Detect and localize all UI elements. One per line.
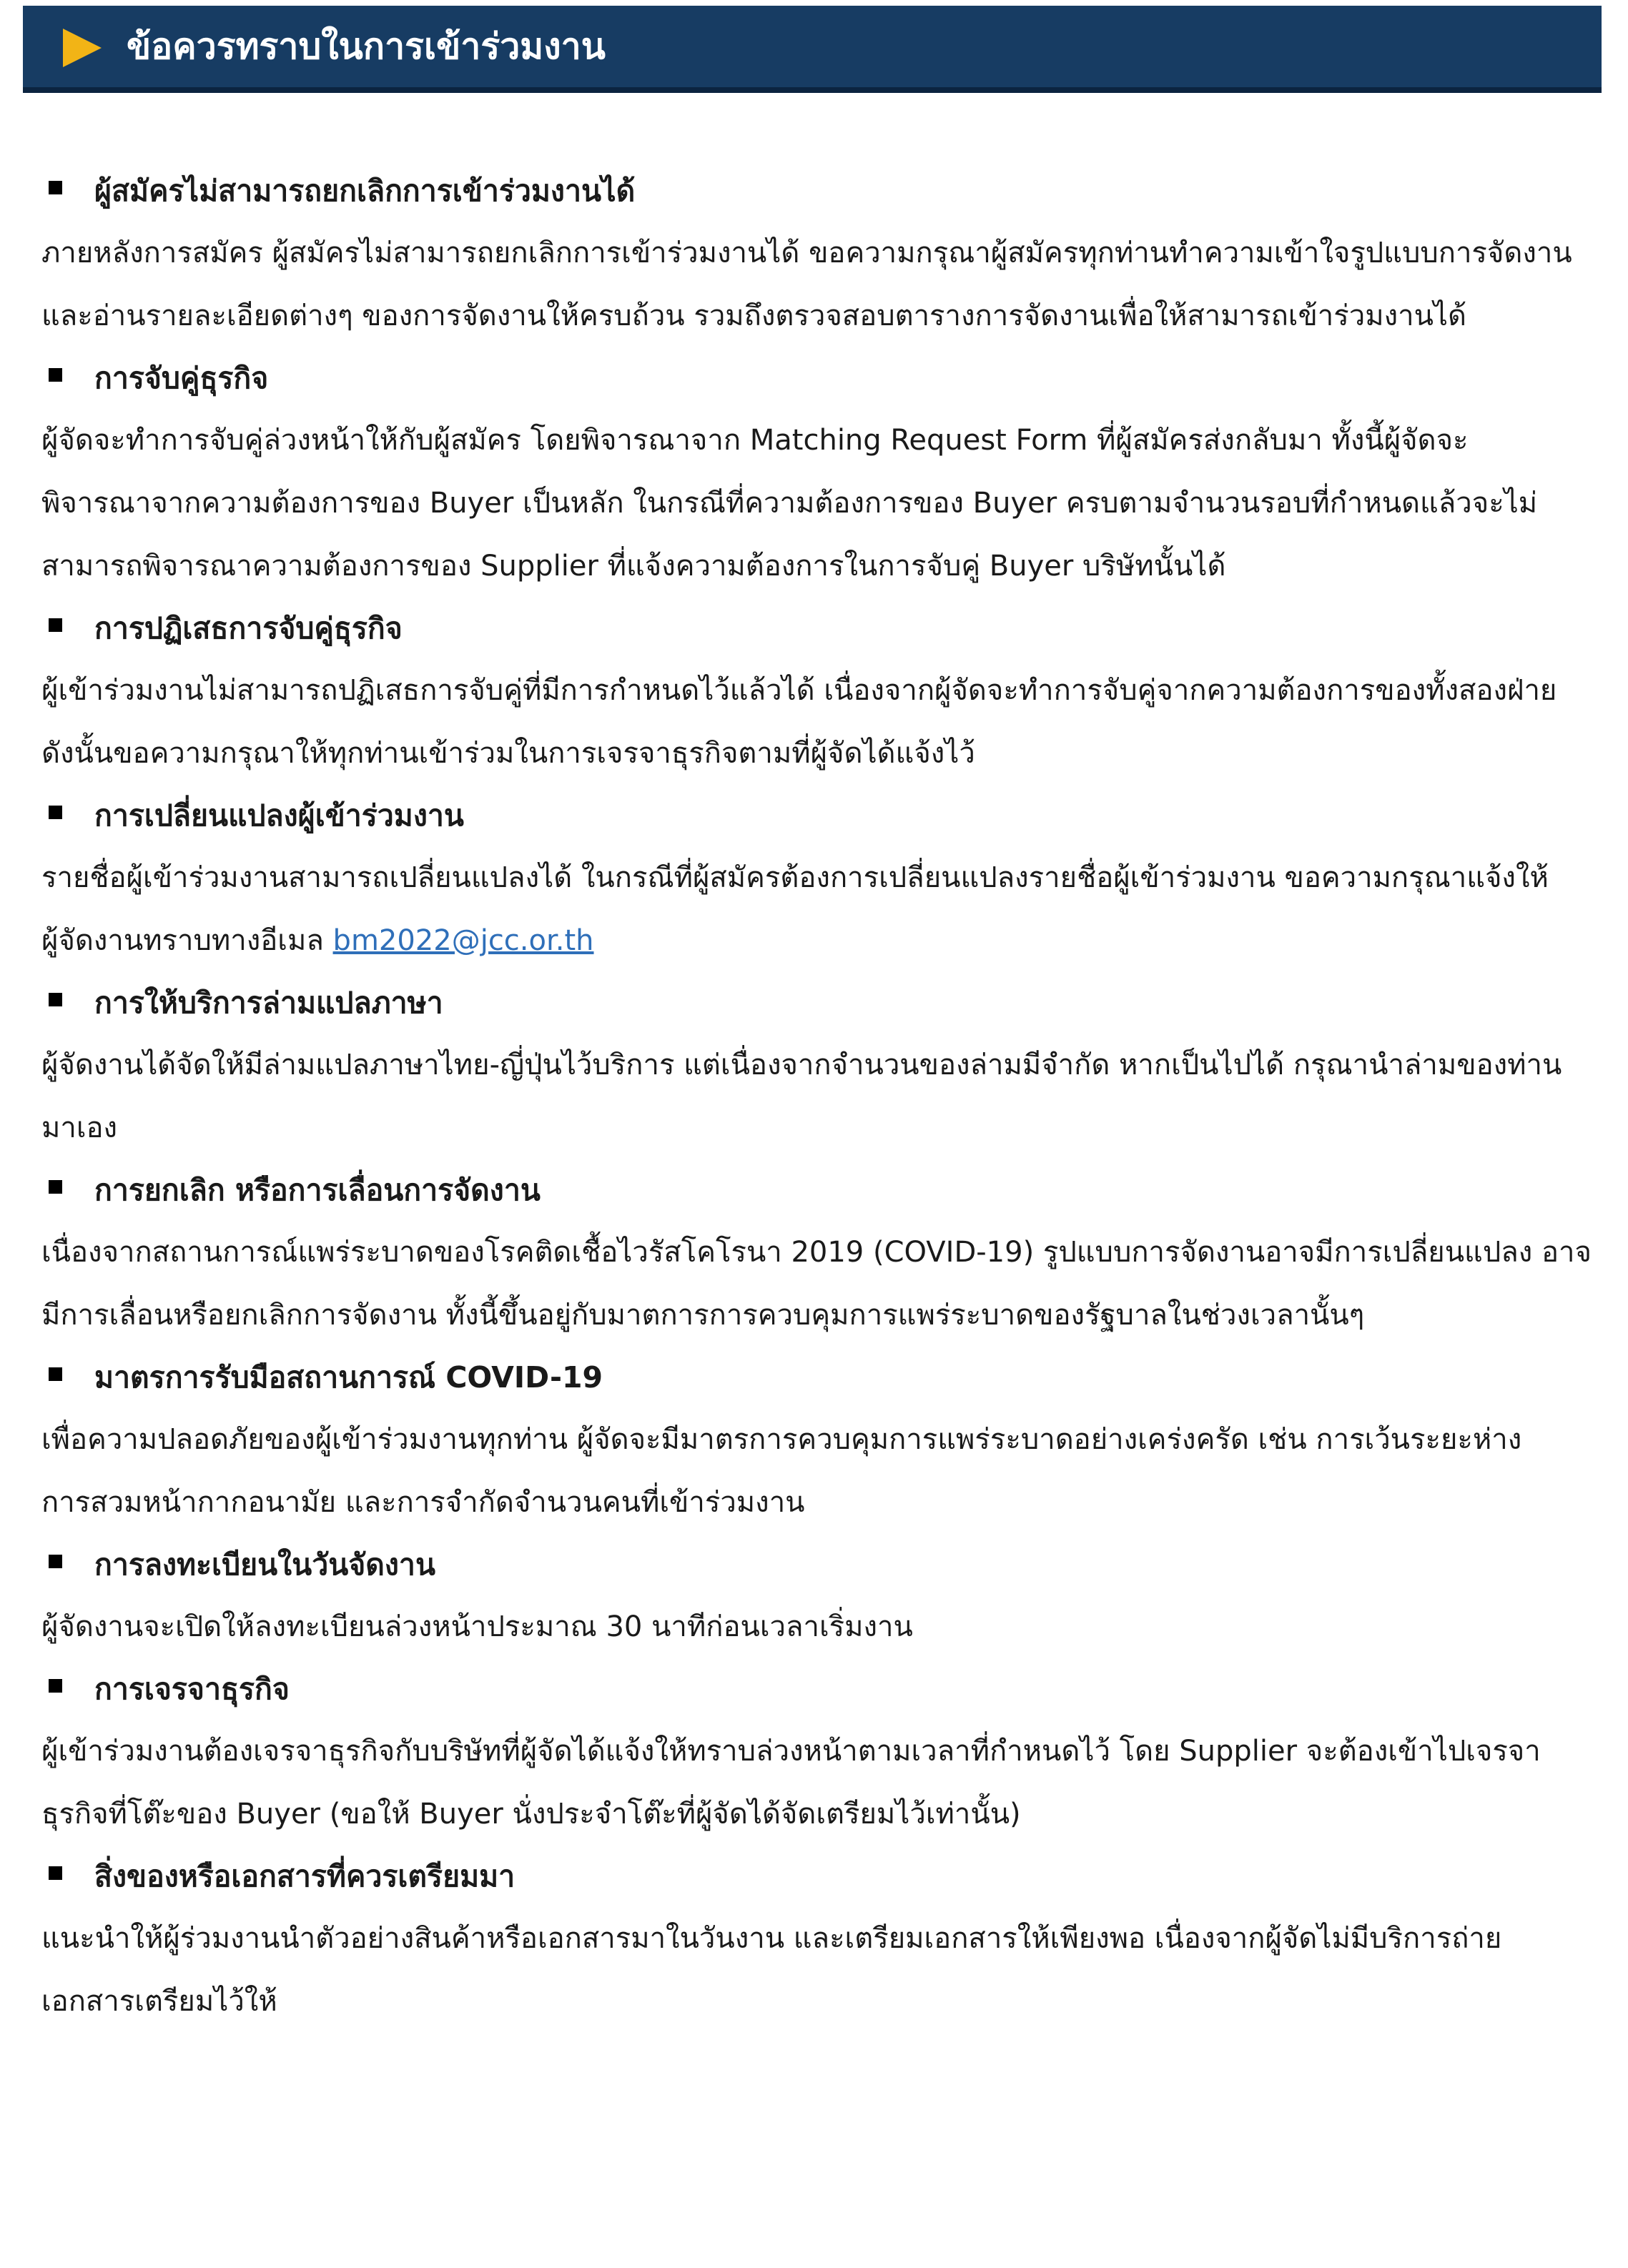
section-body — [41, 409, 1586, 598]
email-link[interactable]: bm2022@jcc.or.th — [332, 924, 594, 957]
body-line: เอกสารเตรียมไว้ให้ — [41, 1985, 277, 2018]
body-line: ธุรกิจที่โต๊ะของ Buyer (ขอให้ Buyer นั่งประจำโต๊ะที่ผู้จัดได้จัดเตรียมไว้เท่านั้น) — [41, 1798, 1021, 1831]
section-title — [41, 160, 1586, 222]
square-bullet-icon — [49, 181, 62, 194]
section-title — [41, 1159, 1586, 1221]
notice-content — [41, 160, 1592, 2033]
square-bullet-icon — [49, 1367, 62, 1381]
page-title: ข้อควรทราบในการเข้าร่วมงาน — [127, 26, 606, 67]
section-title — [41, 1534, 1586, 1595]
section-title-text: การเจรจาธุรกิจ — [94, 1672, 290, 1706]
square-bullet-icon — [49, 368, 62, 382]
square-bullet-icon — [49, 618, 62, 632]
section-matching-refusal — [41, 598, 1586, 785]
body-line: พิจารณาจากความต้องการของ Buyer เป็นหลัก ในกรณีที่ความต้องการของ Buyer ครบตามจำนวนรอบที่กำหนดแล้วจะไม่ — [41, 487, 1538, 520]
section-title-text: การให้บริการล่ามแปลภาษา — [94, 986, 443, 1020]
body-line: มีการเลื่อนหรือยกเลิกการจัดงาน ทั้งนี้ขึ้นอยู่กับมาตการการควบคุมการแพร่ระบาดของรัฐบาลในช่วงเวลานั้นๆ — [41, 1299, 1365, 1332]
section-title — [41, 1347, 1586, 1408]
section-title — [41, 347, 1586, 409]
section-body — [41, 1034, 1586, 1159]
body-line-with-email — [41, 909, 1586, 972]
square-bullet-icon — [49, 1180, 62, 1194]
section-body — [41, 659, 1586, 785]
body-line: ผู้เข้าร่วมงานต้องเจรจาธุรกิจกับบริษัทที่ผู้จัดได้แจ้งให้ทราบล่วงหน้าตามเวลาที่กำหนดไว้ โดย Supplier จะต้องเข้าไปเจรจา — [41, 1735, 1541, 1768]
email-prefix: ผู้จัดงานทราบทางอีเมล — [41, 924, 333, 957]
body-line: ผู้จัดงานได้จัดให้มีล่ามแปลภาษาไทย-ญี่ปุ่นไว้บริการ แต่เนื่องจากจำนวนของล่ามมีจำกัด หากเป็นไปได้ กรุณานำล่ามของท่าน — [41, 1049, 1562, 1081]
section-title-text: การยกเลิก หรือการเลื่อนการจัดงาน — [94, 1173, 541, 1207]
section-body — [41, 1595, 1586, 1658]
section-title-text: การเปลี่ยนแปลงผู้เข้าร่วมงาน — [94, 798, 464, 833]
body-line: ภายหลังการสมัคร ผู้สมัครไม่สามารถยกเลิกการเข้าร่วมงานได้ ขอความกรุณาผู้สมัครทุกท่านทำความเข้าใจรูปแบบการจัดงาน — [41, 237, 1572, 269]
section-covid-measures — [41, 1347, 1586, 1534]
square-bullet-icon — [49, 1679, 62, 1693]
section-event-cancellation — [41, 1159, 1592, 1347]
body-line: แนะนำให้ผู้ร่วมงานนำตัวอย่างสินค้าหรือเอกสารมาในวันงาน และเตรียมเอกสารให้เพียงพอ เนื่องจากผู้จัดไม่มีบริการถ่าย — [41, 1922, 1502, 1955]
section-title-text: ผู้สมัครไม่สามารถยกเลิกการเข้าร่วมงานได้ — [94, 174, 636, 208]
section-interpreter-service — [41, 972, 1586, 1159]
section-participant-change — [41, 785, 1586, 972]
body-line: เพื่อความปลอดภัยของผู้เข้าร่วมงานทุกท่าน ผู้จัดจะมีมาตรการควบคุมการแพร่ระบาดอย่างเคร่งครัด เช่น การเว้นระยะห่าง — [41, 1423, 1522, 1456]
section-title-text: สิ่งของหรือเอกสารที่ควรเตรียมมา — [94, 1859, 515, 1893]
body-line: ผู้จัดจะทำการจับคู่ล่วงหน้าให้กับผู้สมัคร โดยพิจารณาจาก Matching Request Form ที่ผู้สมัครส่งกลับมา ทั้งนี้ผู้จัดจะ — [41, 424, 1469, 457]
square-bullet-icon — [49, 1866, 62, 1880]
section-title — [41, 785, 1586, 846]
section-business-negotiation — [41, 1658, 1586, 1846]
section-title-text: การปฏิเสธการจับคู่ธุรกิจ — [94, 611, 403, 645]
square-bullet-icon — [49, 1555, 62, 1568]
section-cancellation-policy — [41, 160, 1586, 347]
body-line: เนื่องจากสถานการณ์แพร่ระบาดของโรคติดเชื้อไวรัสโคโรนา 2019 (COVID-19) รูปแบบการจัดงานอาจมีการเปลี่ยนแปลง อาจ — [41, 1236, 1592, 1269]
body-line: ดังนั้นขอความกรุณาให้ทุกท่านเข้าร่วมในการเจรจาธุรกิจตามที่ผู้จัดได้แจ้งไว้ — [41, 737, 975, 770]
section-body — [41, 846, 1586, 972]
section-items-to-bring — [41, 1846, 1586, 2033]
section-title-text: การจับคู่ธุรกิจ — [94, 361, 269, 395]
body-line: รายชื่อผู้เข้าร่วมงานสามารถเปลี่ยนแปลงได้ ในกรณีที่ผู้สมัครต้องการเปลี่ยนแปลงรายชื่อผู้เข้าร่วมงาน ขอความกรุณาแจ้งให้ — [41, 861, 1549, 894]
section-title — [41, 1658, 1586, 1720]
square-bullet-icon — [49, 993, 62, 1006]
section-body — [41, 1907, 1586, 2033]
section-title — [41, 598, 1586, 659]
section-title — [41, 972, 1586, 1034]
section-registration — [41, 1534, 1586, 1658]
body-line: มาเอง — [41, 1111, 118, 1144]
section-body — [41, 222, 1586, 347]
section-body — [41, 1720, 1586, 1846]
body-line: สามารถพิจารณาความต้องการของ Supplier ที่แจ้งความต้องการในการจับคู่ Buyer บริษัทนั้นได้ — [41, 550, 1226, 583]
play-arrow-icon — [63, 29, 102, 67]
section-business-matching — [41, 347, 1586, 598]
body-line: ผู้เข้าร่วมงานไม่สามารถปฏิเสธการจับคู่ที่มีการกำหนดไว้แล้วได้ เนื่องจากผู้จัดจะทำการจับคู่จากความต้องการของทั้งสองฝ่าย — [41, 674, 1557, 707]
section-title — [41, 1846, 1586, 1907]
body-line: และอ่านรายละเอียดต่างๆ ของการจัดงานให้ครบถ้วน รวมถึงตรวจสอบตารางการจัดงานเพื่อให้สามารถเข้าร่วมงานได้ — [41, 299, 1467, 332]
section-title-text: การลงทะเบียนในวันจัดงาน — [94, 1548, 435, 1582]
section-header — [23, 6, 1602, 93]
body-line: ผู้จัดงานจะเปิดให้ลงทะเบียนล่วงหน้าประมาณ 30 นาทีก่อนเวลาเริ่มงาน — [41, 1610, 913, 1643]
section-title-text: มาตรการรับมือสถานการณ์ COVID-19 — [94, 1360, 603, 1395]
body-line: การสวมหน้ากากอนามัย และการจำกัดจำนวนคนที่เข้าร่วมงาน — [41, 1486, 805, 1519]
section-body — [41, 1408, 1586, 1534]
square-bullet-icon — [49, 806, 62, 819]
section-body — [41, 1221, 1592, 1347]
